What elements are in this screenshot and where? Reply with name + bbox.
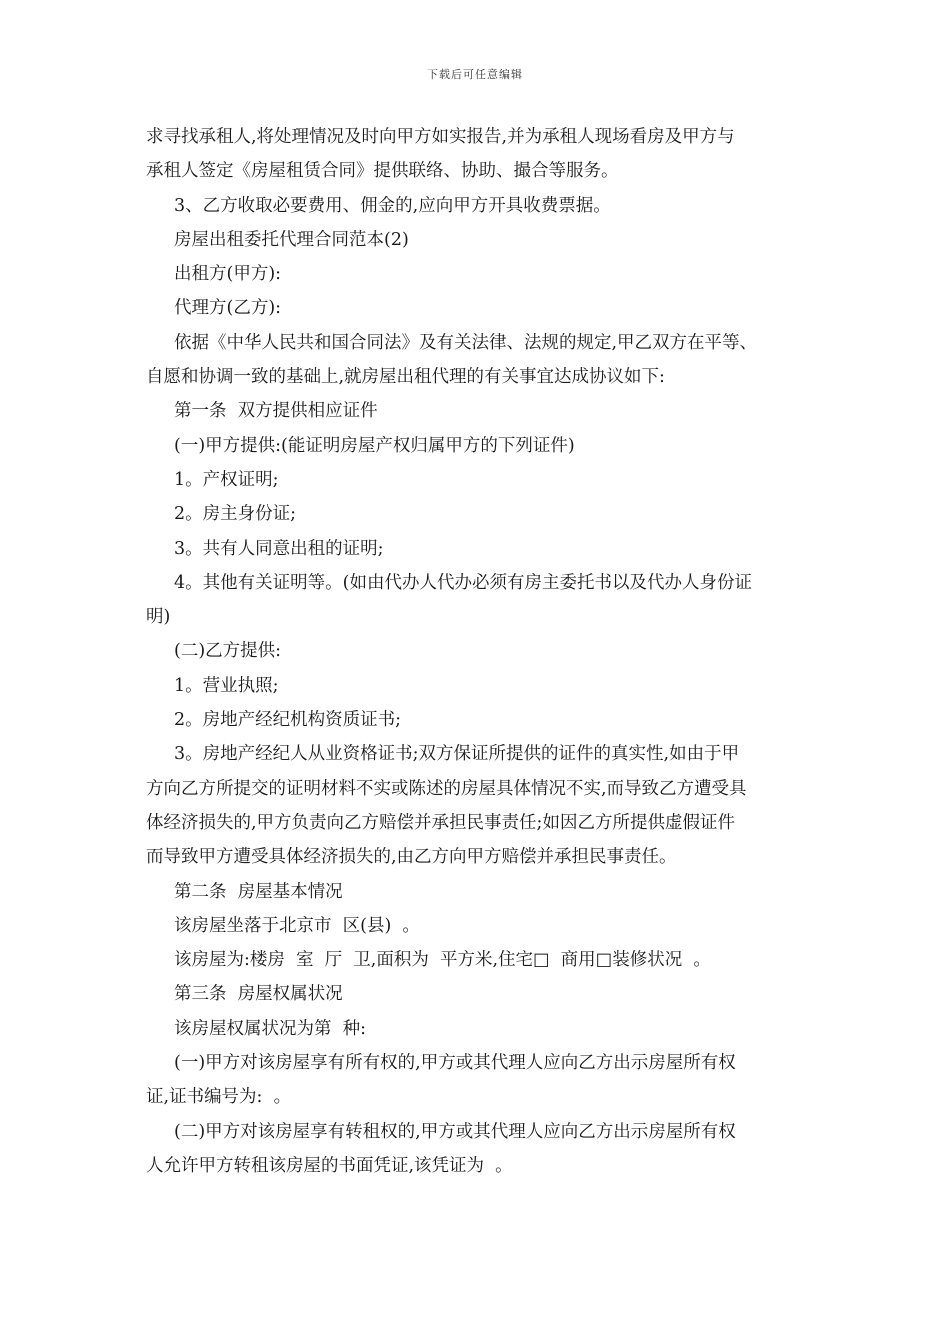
paragraph-line: 第二条 房屋基本情况 <box>174 881 343 902</box>
paragraph-line: 3。共有人同意出租的证明; <box>174 538 384 559</box>
paragraph <box>146 463 806 497</box>
paragraph-line: 3、乙方收取必要费用、佣金的,应向甲方开具收费票据。 <box>174 195 611 216</box>
document-body <box>146 120 806 1183</box>
paragraph-line: (二)甲方对该房屋享有转租权的,甲方或其代理人应向乙方出示房屋所有权 <box>174 1121 736 1142</box>
paragraph <box>146 943 806 977</box>
page-header: 下载后可任意编辑 <box>427 68 523 81</box>
paragraph-line: 该房屋为:楼房 室 厅 卫,面积为 平方米,住宅□ 商用□装修状况 。 <box>174 950 711 971</box>
paragraph-line: 第三条 房屋权属状况 <box>174 984 343 1005</box>
paragraph-line: 该房屋权属状况为第 种: <box>174 1018 367 1039</box>
paragraph <box>146 497 806 531</box>
paragraph <box>146 1115 806 1184</box>
paragraph-line: 4。其他有关证明等。(如由代办人代办必须有房主委托书以及代办人身份证 <box>174 572 752 593</box>
paragraph <box>146 875 806 909</box>
paragraph-line: 体经济损失的,甲方负责向乙方赔偿并承担民事责任;如因乙方所提供虚假证件 <box>146 812 735 833</box>
paragraph-line: 承租人签定《房屋租赁合同》提供联络、协助、撮合等服务。 <box>146 161 619 182</box>
paragraph-line: 2。房地产经纪机构资质证书; <box>174 710 402 731</box>
paragraph <box>146 223 806 257</box>
paragraph-line: 而导致甲方遭受具体经济损失的,由乙方向甲方赔偿并承担民事责任。 <box>146 847 677 868</box>
paragraph <box>146 291 806 325</box>
paragraph-line: 出租方(甲方): <box>174 264 282 285</box>
paragraph <box>146 669 806 703</box>
paragraph-line: 证,证书编号为: 。 <box>146 1087 292 1108</box>
paragraph <box>146 120 806 189</box>
paragraph <box>146 326 806 395</box>
paragraph <box>146 909 806 943</box>
paragraph-line: 1。营业执照; <box>174 675 279 696</box>
paragraph-line: 房屋出租委托代理合同范本(2) <box>174 229 409 250</box>
paragraph-line: 代理方(乙方): <box>174 298 282 319</box>
paragraph <box>146 703 806 737</box>
paragraph-line: 方向乙方所提交的证明材料不实或陈述的房屋具体情况不实,而导致乙方遭受具 <box>146 778 747 799</box>
paragraph <box>146 394 806 428</box>
paragraph-line: 2。房主身份证; <box>174 504 297 525</box>
paragraph <box>146 566 806 635</box>
paragraph <box>146 1046 806 1115</box>
paragraph <box>146 977 806 1011</box>
paragraph-line: 自愿和协调一致的基础上,就房屋出租代理的有关事宜达成协议如下: <box>146 367 665 388</box>
paragraph-line: (一)甲方提供:(能证明房屋产权归属甲方的下列证件) <box>174 435 575 456</box>
paragraph-line: 求寻找承租人,将处理情况及时向甲方如实报告,并为承租人现场看房及甲方与 <box>146 127 735 147</box>
paragraph <box>146 1012 806 1046</box>
paragraph <box>146 429 806 463</box>
paragraph-line: 3。房地产经纪人从业资格证书;双方保证所提供的证件的真实性,如由于甲 <box>174 744 740 765</box>
paragraph <box>146 737 806 874</box>
paragraph-line: (一)甲方对该房屋享有所有权的,甲方或其代理人应向乙方出示房屋所有权 <box>174 1053 736 1074</box>
paragraph-line: 人允许甲方转租该房屋的书面凭证,该凭证为 。 <box>146 1155 513 1176</box>
paragraph <box>146 532 806 566</box>
paragraph <box>146 257 806 291</box>
paragraph-line: (二)乙方提供: <box>174 641 282 662</box>
paragraph-line: 依据《中华人民共和国合同法》及有关法律、法规的规定,甲乙双方在平等、 <box>174 332 758 353</box>
paragraph-line: 第一条 双方提供相应证件 <box>174 401 378 422</box>
paragraph <box>146 189 806 223</box>
paragraph <box>146 634 806 668</box>
paragraph-line: 1。产权证明; <box>174 469 279 490</box>
paragraph-line: 该房屋坐落于北京市 区(县) 。 <box>174 915 420 936</box>
paragraph-line: 明) <box>146 607 171 628</box>
